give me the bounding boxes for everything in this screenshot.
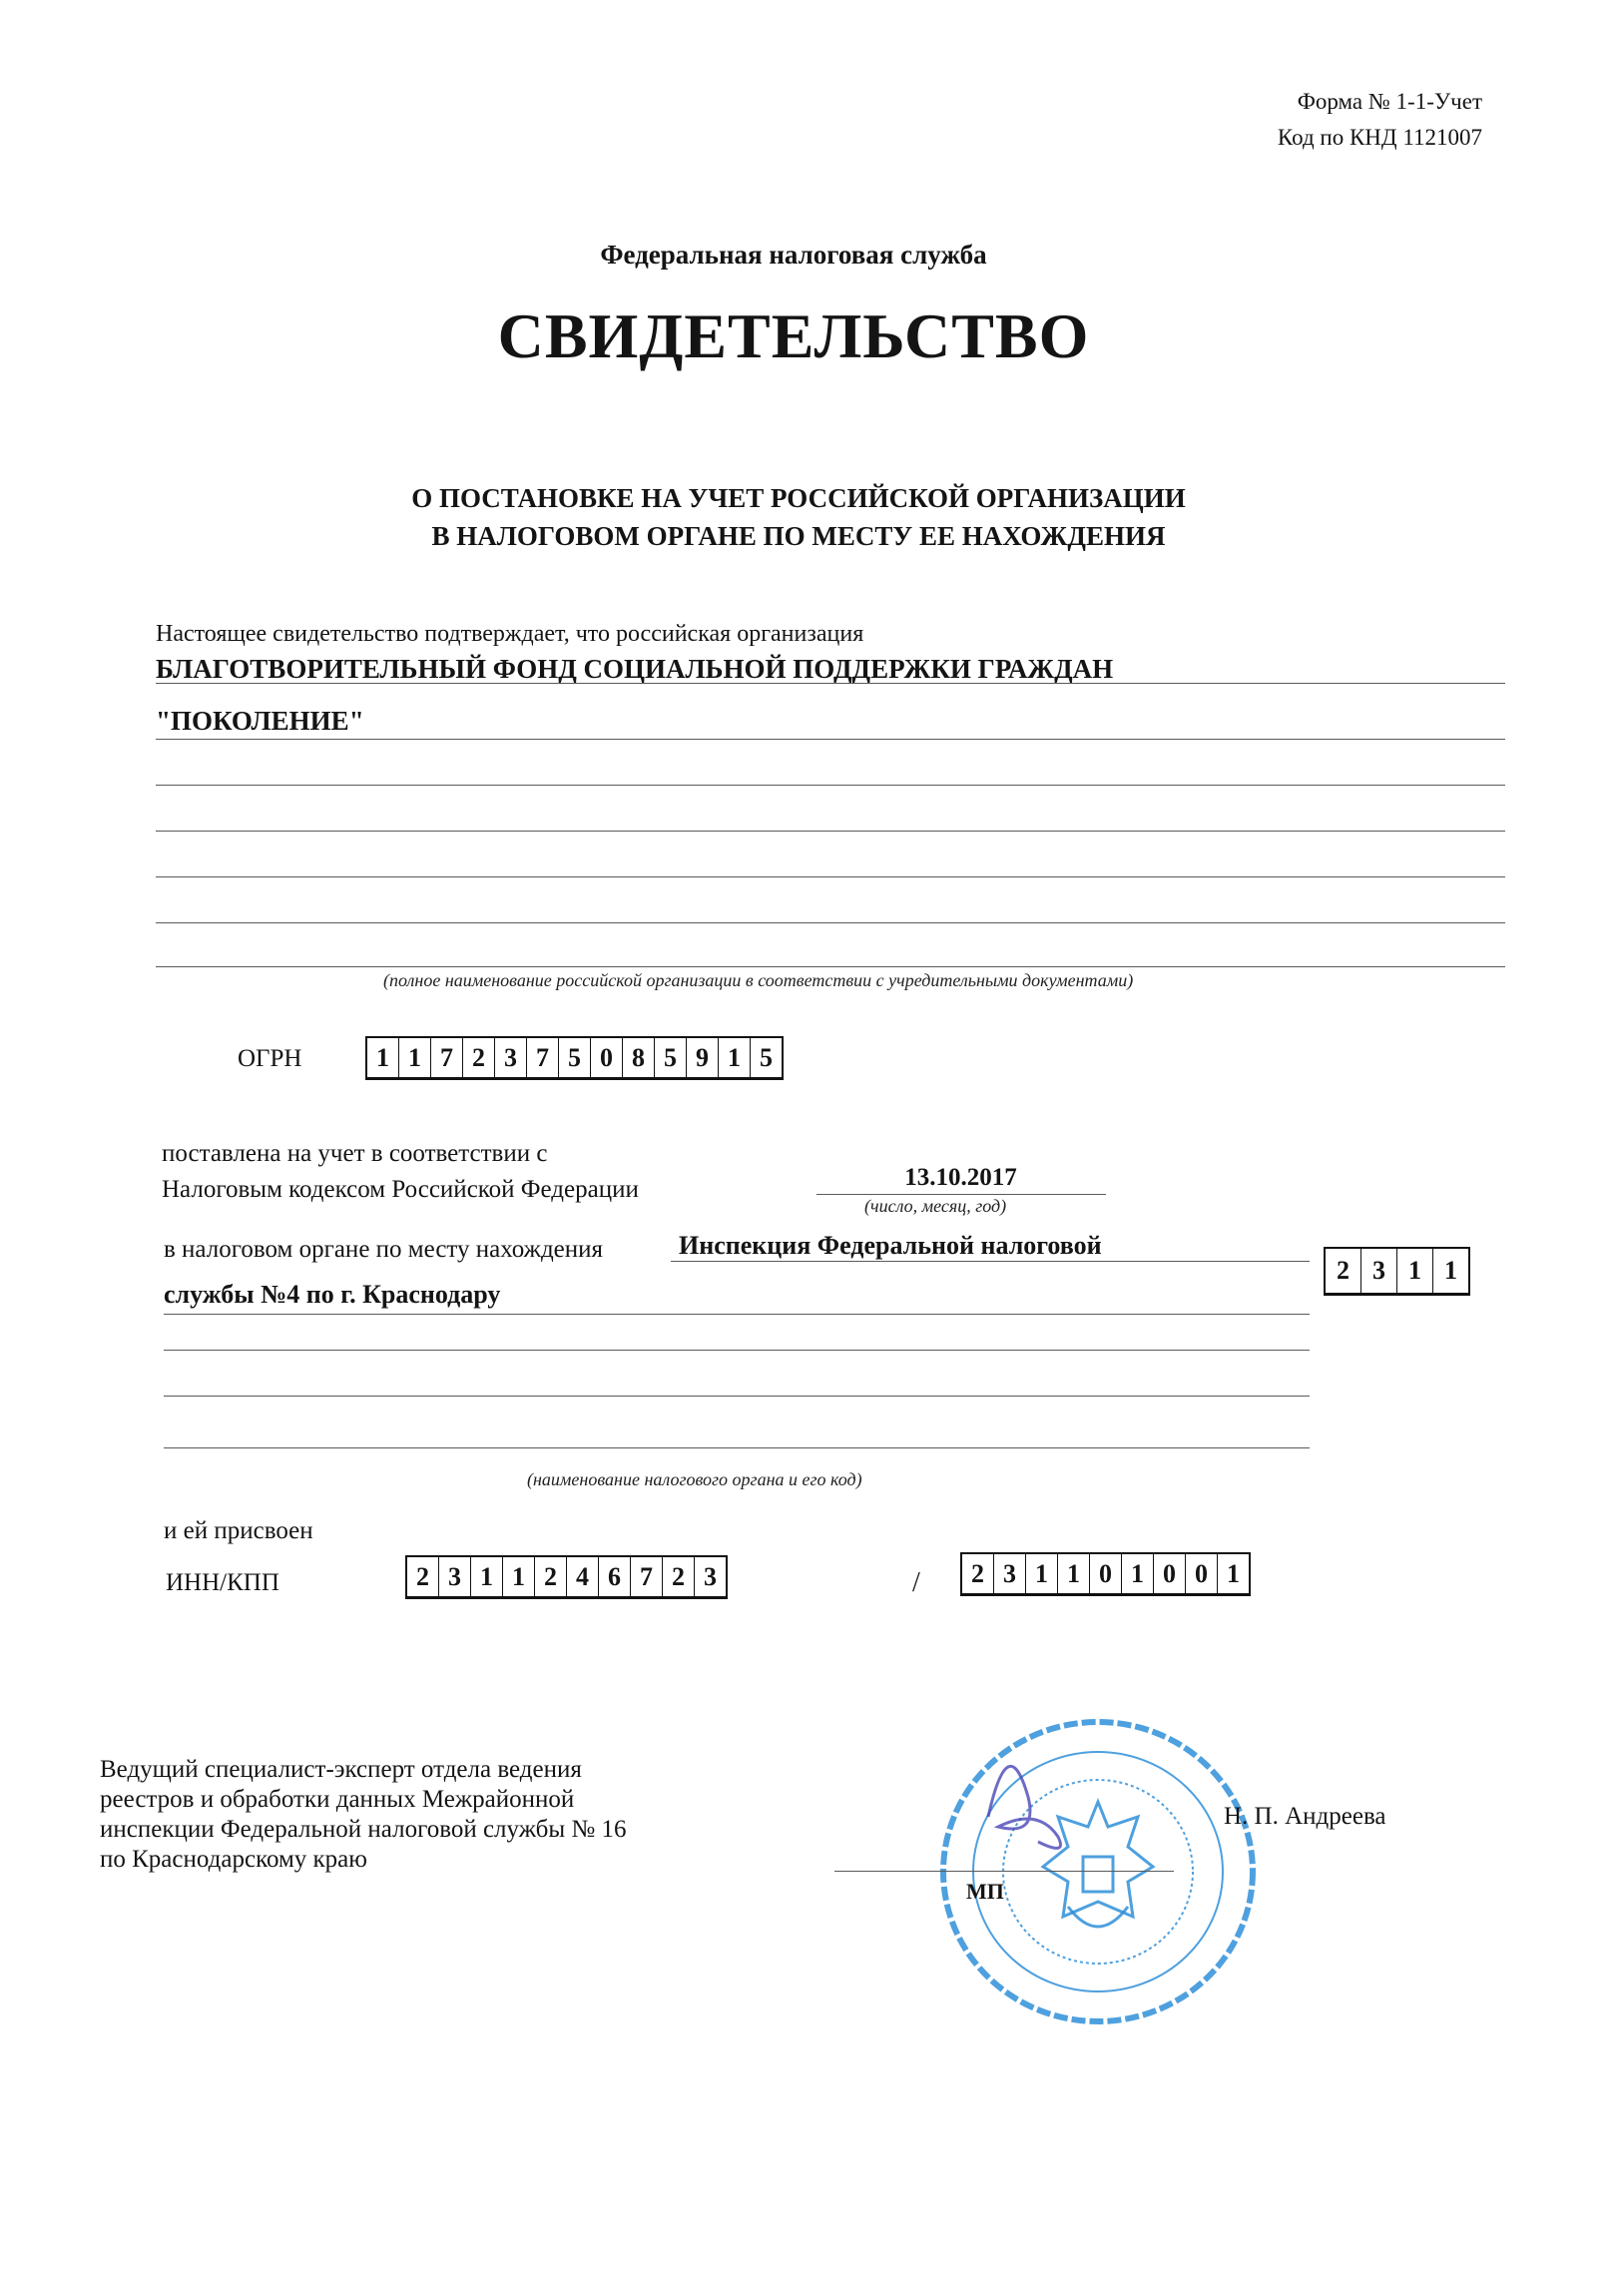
kpp-digit: 1 <box>1227 1558 1240 1588</box>
inn-digit: 4 <box>567 1557 599 1596</box>
inn-digit: 1 <box>503 1557 535 1596</box>
blank-line <box>156 922 1505 923</box>
ogrn-boxes <box>365 1036 784 1080</box>
tax-code-digit: 1 <box>1397 1249 1433 1293</box>
blank-line <box>156 876 1505 877</box>
org-name-underline-2 <box>156 739 1505 740</box>
kpp-boxes <box>960 1552 1251 1596</box>
form-number: Форма № 1-1-Учет <box>1297 89 1482 114</box>
kpp-digit: 1 <box>1058 1554 1090 1593</box>
blank-line <box>156 831 1505 832</box>
signer-position-line: Ведущий специалист-эксперт отдела ведения <box>100 1756 582 1783</box>
kpp-digit: 1 <box>1026 1554 1058 1593</box>
intro-text: Настоящее свидетельство подтверждает, что российская организация <box>156 621 864 647</box>
tax-authority-name-1: Инспекция Федеральной налоговой <box>679 1231 1102 1260</box>
kpp-digit: 0 <box>1186 1554 1218 1593</box>
ogrn-digit: 5 <box>559 1038 591 1077</box>
org-name-caption: (полное наименование российской организации в соответствии с учредительными документами) <box>383 970 1134 990</box>
ogrn-digit: 5 <box>760 1042 773 1072</box>
tax-authority-underline-2 <box>164 1314 1310 1315</box>
blank-line <box>164 1447 1310 1448</box>
blank-line <box>164 1350 1310 1351</box>
kpp-digit: 1 <box>1122 1554 1154 1593</box>
registration-date: 13.10.2017 <box>904 1164 1017 1191</box>
blank-line <box>164 1396 1310 1397</box>
tax-authority-code-boxes <box>1324 1247 1470 1296</box>
seal-mark: МП <box>966 1879 1004 1904</box>
ogrn-digit: 7 <box>527 1038 559 1077</box>
inn-digit: 2 <box>407 1557 439 1596</box>
inn-digit: 3 <box>439 1557 471 1596</box>
registration-text-2: Налоговым кодексом Российской Федерации <box>162 1176 639 1203</box>
ogrn-digit: 8 <box>623 1038 655 1077</box>
tax-authority-label: в налоговом органе по месту нахождения <box>164 1236 604 1263</box>
org-name-line-1: БЛАГОТВОРИТЕЛЬНЫЙ ФОНД СОЦИАЛЬНОЙ ПОДДЕРЖКИ ГРАЖДАН <box>156 654 1114 684</box>
kpp-digit: 0 <box>1090 1554 1122 1593</box>
tax-code-digit: 3 <box>1361 1249 1397 1293</box>
inn-digit: 1 <box>471 1557 503 1596</box>
ogrn-digit: 5 <box>655 1038 687 1077</box>
kpp-digit: 2 <box>962 1554 994 1593</box>
tax-authority-name-2: службы №4 по г. Краснодару <box>164 1280 501 1309</box>
subtitle-line-2: В НАЛОГОВОМ ОРГАНЕ ПО МЕСТУ ЕЕ НАХОЖДЕНИЯ <box>431 521 1166 551</box>
inn-digit: 2 <box>663 1557 695 1596</box>
signer-position-line: инспекции Федеральной налоговой службы № 16 <box>100 1816 627 1843</box>
blank-line <box>156 785 1505 786</box>
subtitle-line-1: О ПОСТАНОВКЕ НА УЧЕТ РОССИЙСКОЙ ОРГАНИЗАЦИИ <box>411 483 1186 513</box>
ogrn-digit: 3 <box>495 1038 527 1077</box>
inn-boxes <box>405 1555 728 1599</box>
knd-code: Код по КНД 1121007 <box>1277 125 1482 150</box>
signer-position-line: реестров и обработки данных Межрайонной <box>100 1786 575 1813</box>
kpp-digit: 0 <box>1154 1554 1186 1593</box>
signer-position-line: по Краснодарскому краю <box>100 1846 367 1873</box>
inn-kpp-separator: / <box>912 1567 920 1598</box>
ogrn-digit: 1 <box>367 1038 399 1077</box>
org-name-underline-1 <box>156 683 1505 684</box>
form-code-block <box>1278 84 1482 156</box>
blank-line <box>156 966 1505 967</box>
kpp-digit: 3 <box>994 1554 1026 1593</box>
date-underline <box>816 1194 1106 1195</box>
ogrn-digit: 9 <box>687 1038 719 1077</box>
agency-name: Федеральная налоговая служба <box>600 240 987 270</box>
ogrn-digit: 2 <box>463 1038 495 1077</box>
tax-authority-underline-1 <box>671 1261 1310 1262</box>
tax-authority-caption: (наименование налогового органа и его код) <box>527 1469 862 1489</box>
tax-code-digit: 2 <box>1326 1249 1361 1293</box>
inn-digit: 6 <box>599 1557 631 1596</box>
inn-digit: 2 <box>535 1557 567 1596</box>
inn-digit: 3 <box>704 1561 717 1591</box>
ogrn-digit: 1 <box>719 1038 751 1077</box>
signer-position <box>100 1755 627 1875</box>
inn-digit: 7 <box>631 1557 663 1596</box>
tax-code-digit: 1 <box>1444 1256 1457 1285</box>
official-stamp-icon <box>918 1707 1278 2036</box>
inn-kpp-label: ИНН/КПП <box>166 1569 279 1596</box>
ogrn-digit: 7 <box>431 1038 463 1077</box>
org-name-line-2: "ПОКОЛЕНИЕ" <box>156 706 364 736</box>
signature-line <box>834 1871 1174 1872</box>
date-caption: (число, месяц, год) <box>864 1196 1007 1216</box>
signer-name: Н. П. Андреева <box>1224 1803 1386 1830</box>
assignment-text: и ей присвоен <box>164 1517 313 1544</box>
document-title: СВИДЕТЕЛЬСТВО <box>497 300 1090 371</box>
ogrn-label: ОГРН <box>238 1045 302 1072</box>
ogrn-digit: 1 <box>399 1038 431 1077</box>
ogrn-digit: 0 <box>591 1038 623 1077</box>
registration-text-1: поставлена на учет в соответствии с <box>162 1140 548 1167</box>
document-subtitle <box>0 479 1597 555</box>
